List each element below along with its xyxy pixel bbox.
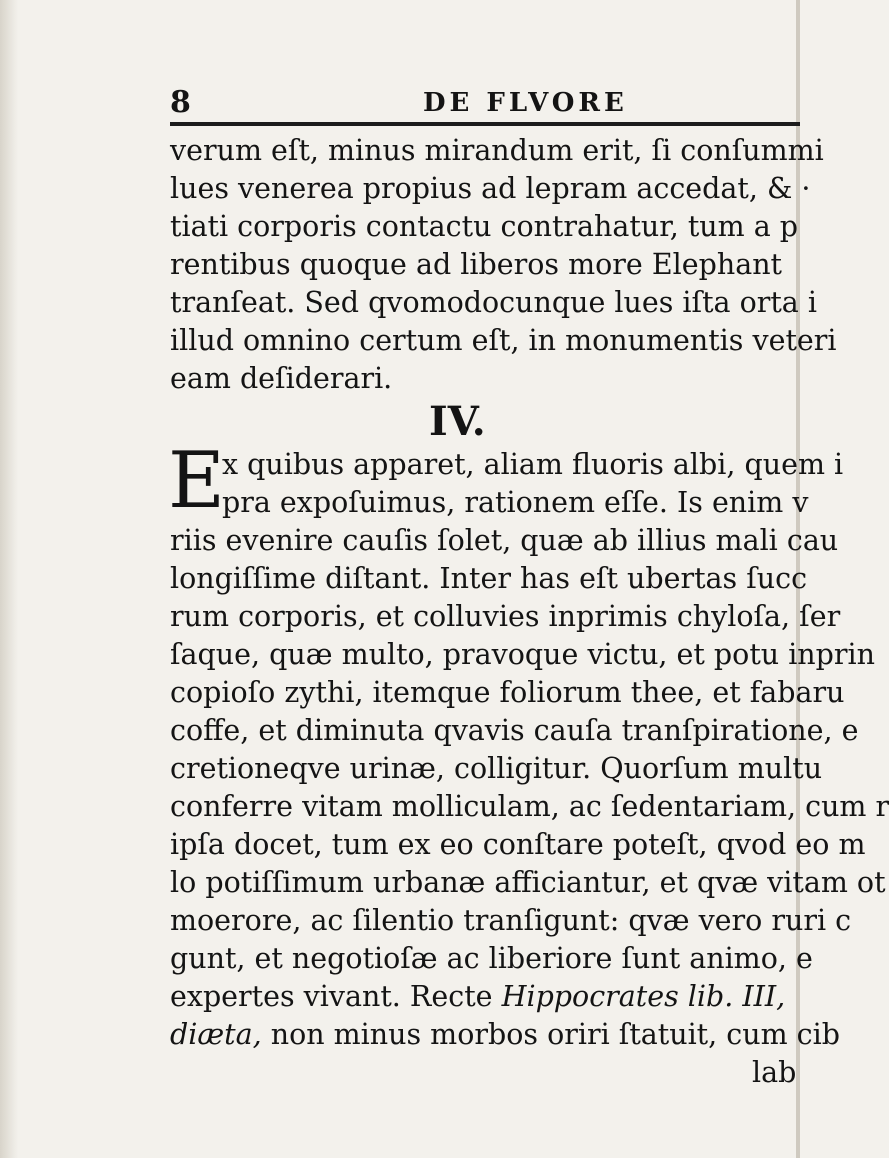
text-line: tiati corporis contactu contrahatur, tum a p <box>170 210 799 243</box>
drop-cap: E <box>168 436 225 526</box>
page-gutter-shadow <box>0 0 18 1158</box>
catchword: lab <box>752 1056 797 1089</box>
italic-word: diæta, <box>170 1018 262 1051</box>
text-line: moerore, ac ſilentio tranſigunt: qvæ vero ruri c <box>170 904 852 937</box>
text-line: eam deſiderari. <box>170 362 393 395</box>
running-title: DE FLVORE <box>423 88 628 118</box>
text-line: coffe, et diminuta qvavis cauſa tranſpiratione, e <box>170 714 859 747</box>
text-line: tranſeat. Sed qvomodocunque lues iſta orta i <box>170 286 817 319</box>
text-line: rum corporis, et colluvies inprimis chyloſa, ſer <box>170 600 841 633</box>
text-line: verum eſt, minus mirandum erit, ſi conſummi <box>170 134 824 167</box>
text-line: rentibus quoque ad liberos more Elephant <box>170 248 782 281</box>
italic-reference: Hippocrates lib. III, <box>501 980 786 1013</box>
text-line: ipſa docet, tum ex eo conſtare poteſt, qvod eo m <box>170 828 866 861</box>
text-line: longiſſime diſtant. Inter has eſt ubertas ſucc <box>170 562 808 595</box>
text-line: lo potiſſimum urbanæ afficiantur, et qvæ vitam ot <box>170 866 886 899</box>
section-numeral: IV. <box>429 398 486 445</box>
text-line: conferre vitam molliculam, ac ſedentariam, cum r <box>170 790 889 823</box>
text-line: x quibus apparet, aliam fluoris albi, quem i <box>222 448 844 481</box>
header-rule <box>170 122 800 126</box>
text-line: lues venerea propius ad lepram accedat, & · <box>170 172 811 205</box>
text-segment: non minus morbos oriri ſtatuit, cum cib <box>261 1018 840 1051</box>
text-segment: expertes vivant. Recte <box>170 980 493 1013</box>
text-line: ſaque, quæ multo, pravoque victu, et potu inprin <box>170 638 875 671</box>
text-line: gunt, et negotioſæ ac liberiore ſunt animo, e <box>170 942 813 975</box>
page-number: 8 <box>170 85 191 120</box>
text-line: pra expoſuimus, rationem eſſe. Is enim v <box>222 486 809 519</box>
text-line: illud omnino certum eſt, in monumentis veteri <box>170 324 837 357</box>
text-line: riis evenire cauſis ſolet, quæ ab illius mali cau <box>170 524 839 557</box>
text-line <box>170 1018 840 1052</box>
text-line <box>170 980 785 1014</box>
text-line: cretioneqve urinæ, colligitur. Quorſum multu <box>170 752 823 785</box>
text-line: copioſo zythi, itemque foliorum thee, et fabaru <box>170 676 845 709</box>
